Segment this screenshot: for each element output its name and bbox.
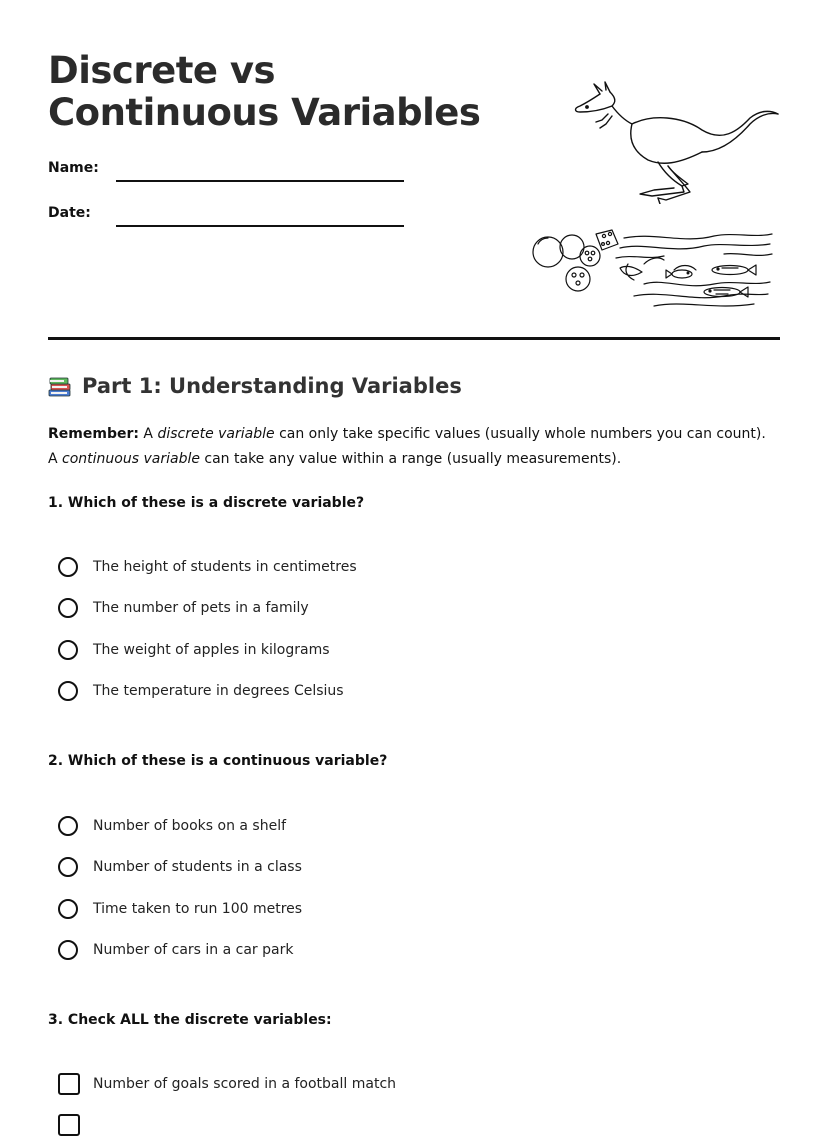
question-3-option[interactable] xyxy=(58,1063,396,1105)
header-divider xyxy=(48,337,780,340)
option-label: Number of cars in a car park xyxy=(93,942,293,958)
radio-button[interactable] xyxy=(58,598,78,618)
option-label: Time taken to run 100 metres xyxy=(93,901,302,917)
date-label: Date: xyxy=(48,205,91,221)
radio-button[interactable] xyxy=(58,940,78,960)
option-label: Number of goals scored in a football match xyxy=(93,1076,396,1092)
worksheet-header xyxy=(48,0,780,340)
option-label: Number of books on a shelf xyxy=(93,818,286,834)
question-3-options xyxy=(58,1063,396,1146)
kangaroo-illustration xyxy=(572,80,782,204)
books-icon xyxy=(48,375,72,397)
question-2-option[interactable] xyxy=(58,847,302,889)
discrete-term: discrete variable xyxy=(157,426,274,442)
option-label: The height of students in centimetres xyxy=(93,559,357,575)
radio-button[interactable] xyxy=(58,557,78,577)
remember-text: can take any value within a range (usually measurements). xyxy=(200,451,621,467)
question-2-title: 2. Which of these is a continuous variable? xyxy=(48,753,387,769)
part1-heading xyxy=(48,374,462,398)
radio-button[interactable] xyxy=(58,816,78,836)
continuous-term: continuous variable xyxy=(62,451,200,467)
question-2-option[interactable] xyxy=(58,888,302,930)
question-1-option[interactable] xyxy=(58,671,357,713)
question-2-option[interactable] xyxy=(58,805,302,847)
radio-button[interactable] xyxy=(58,640,78,660)
question-1-option[interactable] xyxy=(58,588,357,630)
option-label: Number of students in a class xyxy=(93,859,302,875)
question-1-option[interactable] xyxy=(58,546,357,588)
question-3-option[interactable] xyxy=(58,1105,396,1146)
dice-balls-fish-illustration xyxy=(524,224,774,314)
remember-text: can only take specific values (usually whole numbers you can count). A xyxy=(48,426,766,467)
page-title: Discrete vs Continuous Variables xyxy=(48,50,518,134)
question-1-options xyxy=(58,546,357,712)
question-2-option[interactable] xyxy=(58,930,302,972)
remember-note xyxy=(48,422,778,472)
date-input-line[interactable] xyxy=(116,225,404,227)
option-label: The number of pets in a family xyxy=(93,600,309,616)
name-label: Name: xyxy=(48,160,99,176)
remember-label: Remember: xyxy=(48,426,139,442)
remember-text: A xyxy=(139,426,157,442)
radio-button[interactable] xyxy=(58,899,78,919)
name-input-line[interactable] xyxy=(116,180,404,182)
question-1-title: 1. Which of these is a discrete variable? xyxy=(48,495,364,511)
question-1-option[interactable] xyxy=(58,629,357,671)
option-label: The temperature in degrees Celsius xyxy=(93,683,344,699)
question-2-options xyxy=(58,805,302,971)
part1-heading-text: Part 1: Understanding Variables xyxy=(82,374,462,398)
radio-button[interactable] xyxy=(58,681,78,701)
radio-button[interactable] xyxy=(58,857,78,877)
checkbox[interactable] xyxy=(58,1073,80,1095)
option-label: The weight of apples in kilograms xyxy=(93,642,330,658)
question-3-title: 3. Check ALL the discrete variables: xyxy=(48,1012,332,1028)
